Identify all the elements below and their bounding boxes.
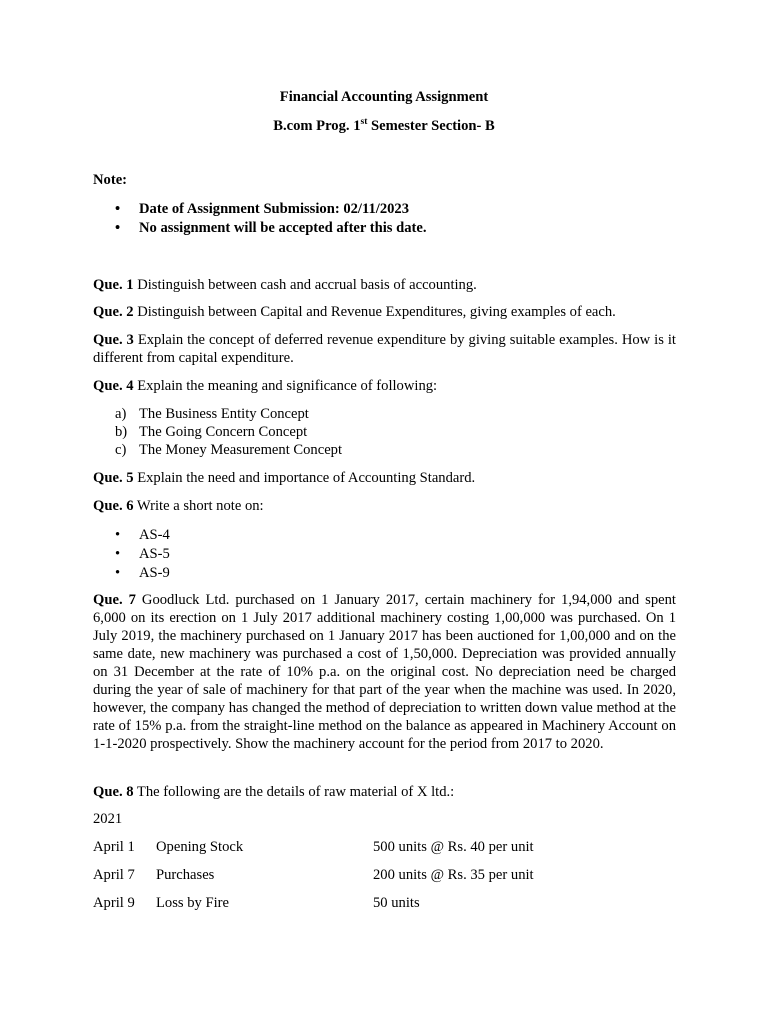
stock-particular: Loss by Fire: [156, 895, 229, 911]
standard-item: • AS-4: [93, 526, 676, 545]
stock-row: [93, 894, 676, 912]
concept-text: The Money Measurement Concept: [139, 442, 343, 458]
stock-date: April 7: [93, 867, 135, 883]
question-6: [93, 497, 676, 515]
question-1: [93, 276, 676, 294]
stock-detail: 200 units @ Rs. 35 per unit: [373, 867, 534, 883]
question-text: The following are the details of raw material of X ltd.:: [133, 784, 455, 800]
concept-text: The Going Concern Concept: [139, 424, 308, 440]
stock-date: April 9: [93, 895, 135, 911]
note-item: • No assignment will be accepted after this date.: [93, 219, 676, 238]
concept-item: [93, 423, 342, 441]
note-label: Note:: [93, 172, 128, 188]
document-subtitle: [0, 117, 768, 135]
note-item: • Date of Assignment Submission: 02/11/2023: [93, 200, 676, 219]
question-text: Explain the need and importance of Accounting Standard.: [133, 470, 476, 486]
question-label: Que. 3: [93, 332, 134, 348]
stock-row: [93, 866, 676, 884]
concept-item: [93, 405, 342, 423]
question-label: Que. 7: [93, 592, 136, 608]
question-label: Que. 2: [93, 304, 134, 320]
standards-list: [93, 526, 676, 583]
question-2: [93, 303, 676, 321]
concept-list: [93, 405, 342, 459]
stock-year: 2021: [93, 811, 123, 827]
question-label: Que. 1: [93, 277, 134, 293]
standard-item: • AS-5: [93, 545, 676, 564]
question-text: Distinguish between cash and accrual basis of accounting.: [133, 277, 477, 293]
stock-date: April 1: [93, 839, 135, 855]
standard-item: • AS-9: [93, 564, 676, 583]
note-list: [93, 200, 676, 238]
concept-label: b): [115, 424, 128, 440]
subtitle-prefix: B.com Prog. 1: [273, 118, 361, 134]
stock-row: [93, 838, 676, 856]
concept-label: a): [115, 406, 127, 422]
question-7: [93, 591, 676, 753]
subtitle-superscript: st: [360, 117, 368, 128]
question-5: [93, 469, 676, 487]
question-label: Que. 4: [93, 378, 134, 394]
stock-particular: Opening Stock: [156, 839, 244, 855]
concept-label: c): [115, 442, 127, 458]
document-title: Financial Accounting Assignment: [279, 89, 489, 105]
stock-particular: Purchases: [156, 867, 215, 883]
subtitle-suffix: Semester Section- B: [367, 118, 495, 134]
question-4: [93, 377, 676, 395]
question-text: Explain the concept of deferred revenue expenditure by giving suitable examples. How is it different from capital expenditure.: [93, 332, 676, 366]
concept-text: The Business Entity Concept: [139, 406, 309, 422]
question-text: Explain the meaning and significance of following:: [133, 378, 438, 394]
question-text: Write a short note on:: [133, 498, 264, 514]
question-label: Que. 8: [93, 784, 134, 800]
question-label: Que. 5: [93, 470, 134, 486]
question-8: [93, 783, 676, 801]
concept-item: [93, 441, 342, 459]
question-text: Goodluck Ltd. purchased on 1 January 2017, certain machinery for 1,94,000 and spent 6,000 on its erection on 1 July 2017 additional machinery costing 1,00,000 was purchased. On 1 July 2019, the machinery purchased on 1 January 2017 has been auctioned for 1,00,000 and on the same date, new machinery was purchased a cost of 1,50,000. Depreciation was provided annually on 31 December at the rate of 10% p.a. on the original cost. No depreciation need be charged during the year of sale of machinery for that part of the year when the machine was used. In 2020, however, the company has changed the method of depreciation to written down value method at the rate of 15% p.a. from the straight-line method on the balance as appeared in Machinery Account on 1-1-2020 prospectively. Show the machinery account for the period from 2017 to 2020.: [93, 592, 676, 752]
stock-detail: 50 units: [373, 895, 420, 911]
question-3: [93, 331, 676, 367]
question-text: Distinguish between Capital and Revenue Expenditures, giving examples of each.: [133, 304, 616, 320]
question-label: Que. 6: [93, 498, 134, 514]
stock-detail: 500 units @ Rs. 40 per unit: [373, 839, 534, 855]
